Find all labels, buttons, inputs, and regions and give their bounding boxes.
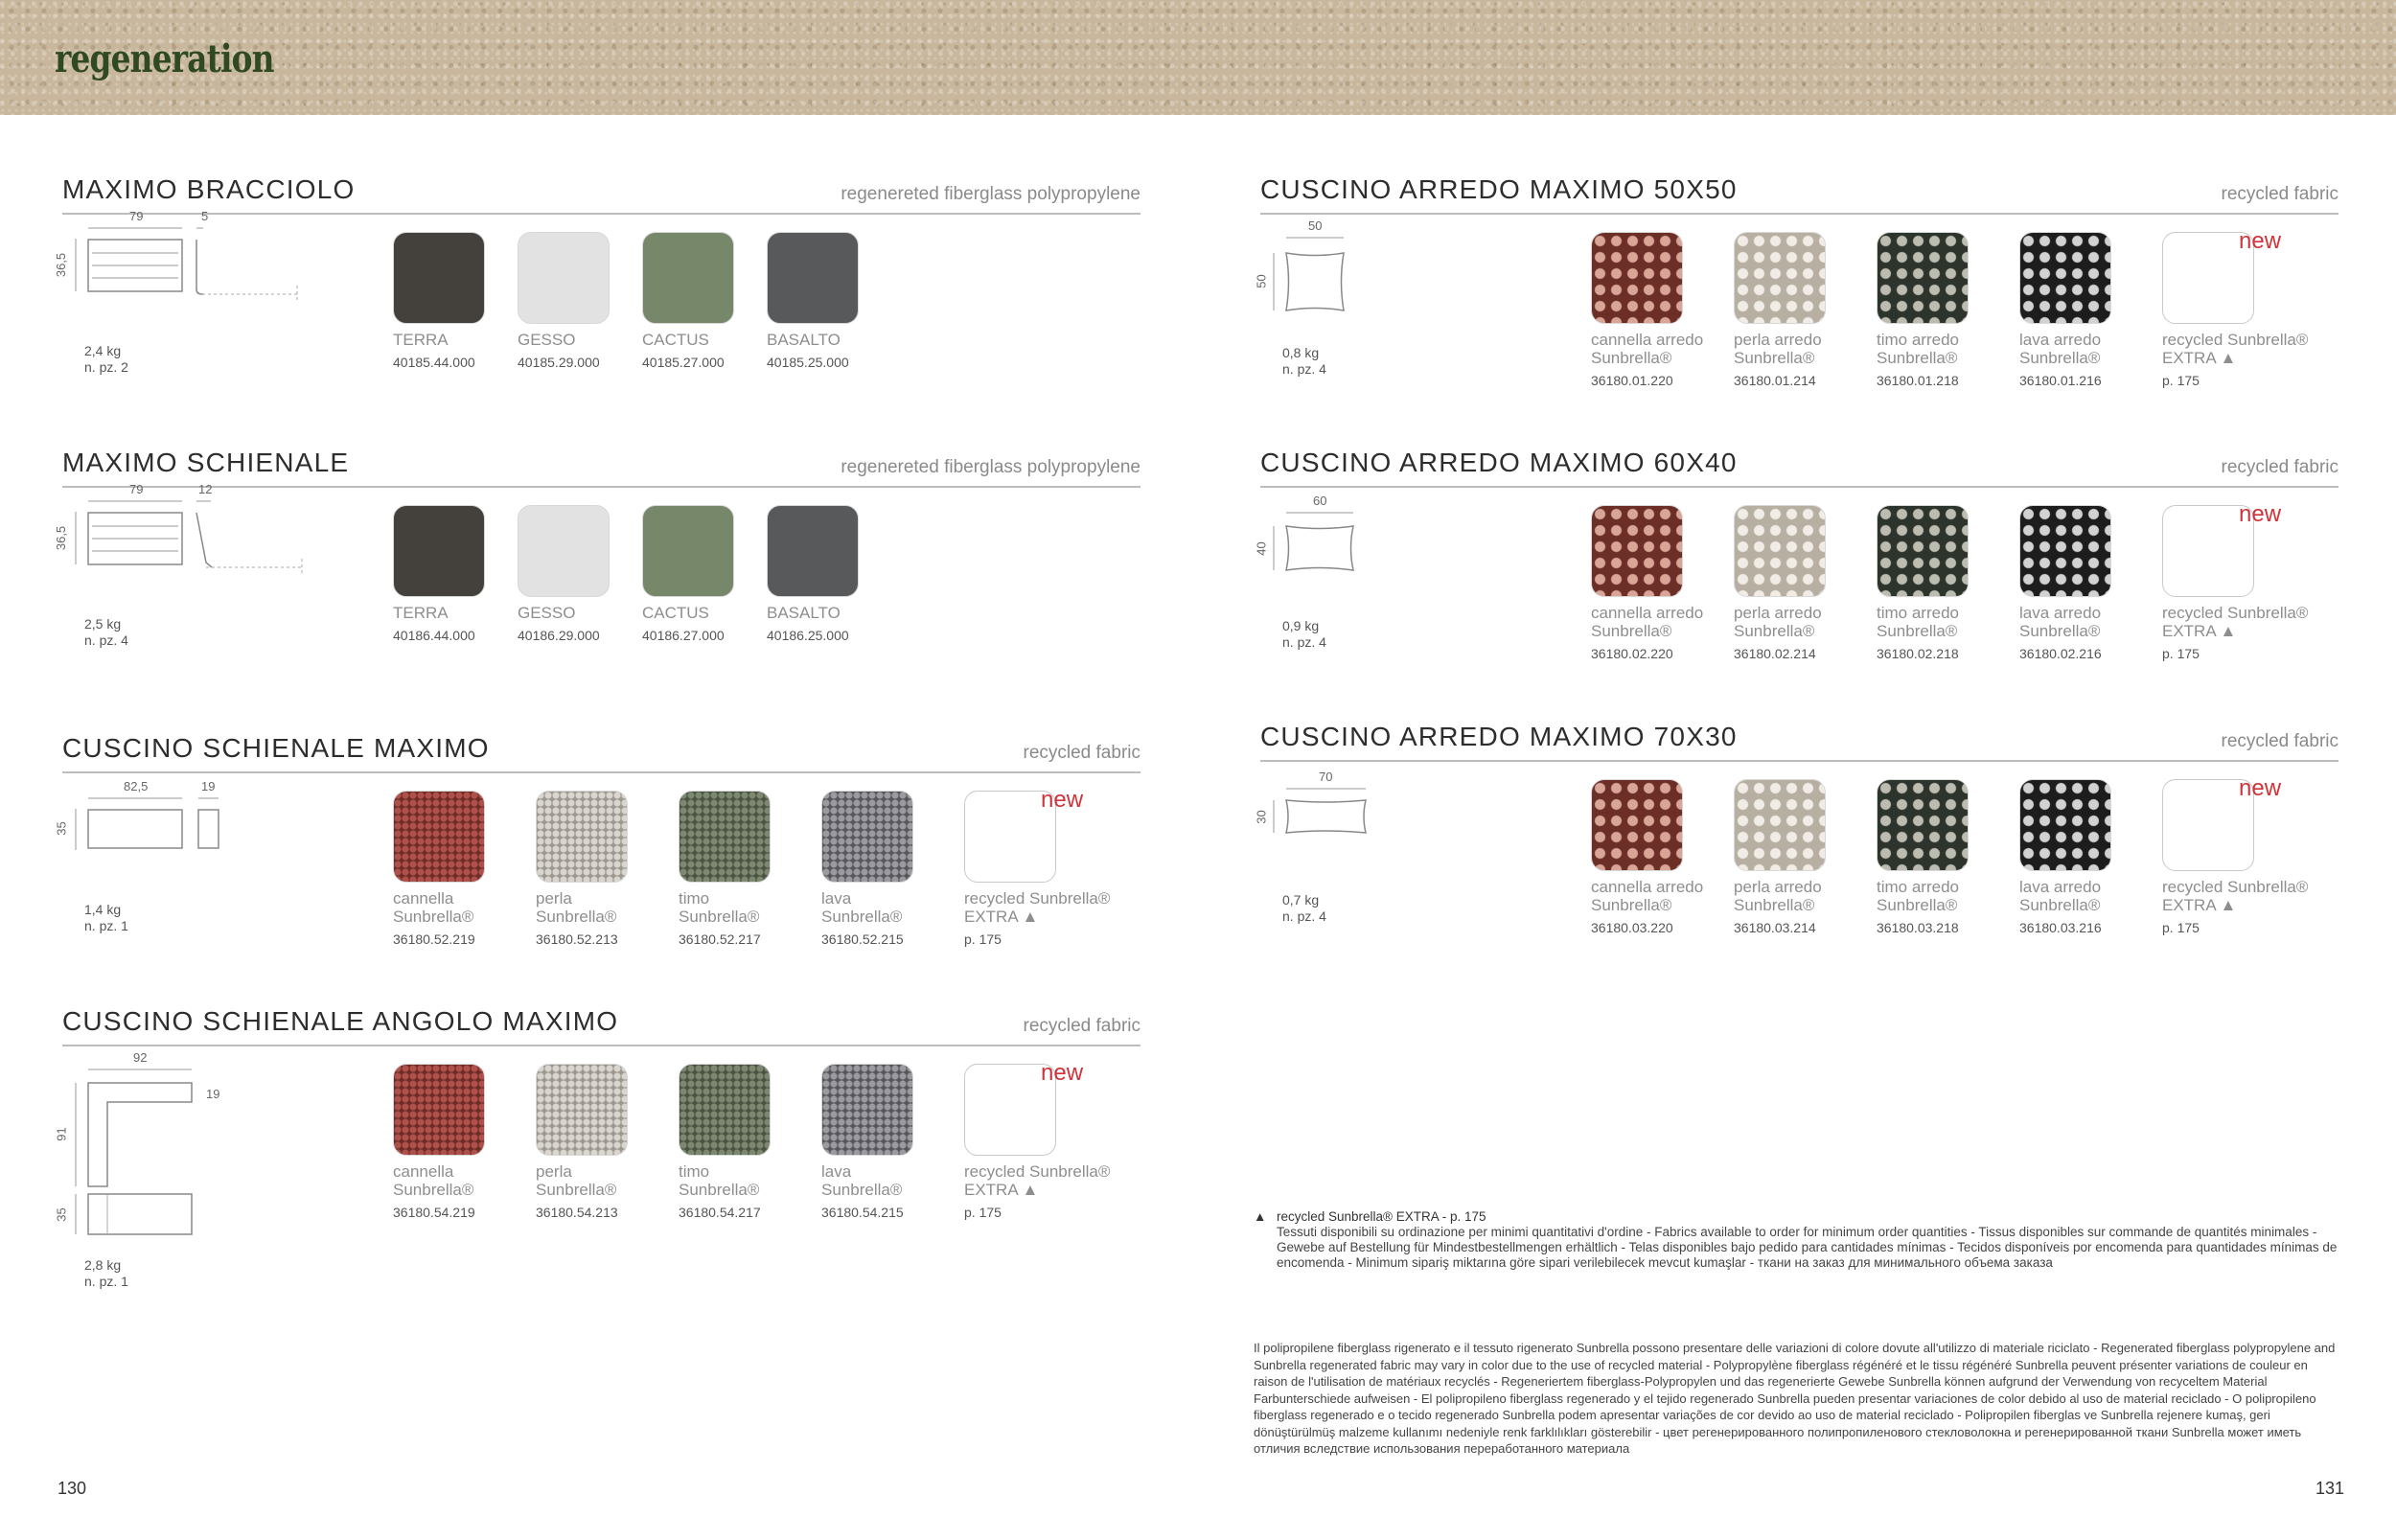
swatch-code: 36180.03.214: [1734, 920, 1816, 935]
swatch[interactable]: [536, 791, 632, 947]
section-title: CUSCINO SCHIENALE ANGOLO MAXIMO: [62, 1006, 619, 1036]
swatch-code: 40185.27.000: [642, 355, 725, 370]
swatch-brand: Sunbrella®: [2019, 896, 2101, 914]
dim-height-2: 35: [54, 1207, 69, 1222]
triangle-icon: ▲: [1254, 1209, 1267, 1224]
pieces: n. pz. 4: [1282, 908, 1326, 924]
swatch-code: 36180.54.213: [536, 1205, 618, 1220]
swatch[interactable]: [1877, 505, 1972, 661]
swatch-code: 36180.01.220: [1591, 373, 1673, 388]
swatch[interactable]: [393, 505, 489, 643]
swatch-name: cannella: [393, 889, 454, 908]
section-subtitle: recycled fabric: [2221, 457, 2338, 477]
swatch-name: lava arredo: [2019, 604, 2102, 622]
swatch-code: 36180.52.213: [536, 931, 618, 947]
swatch[interactable]: [518, 505, 613, 643]
swatch-name: BASALTO: [767, 604, 841, 622]
swatch-brand: EXTRA ▲: [2162, 349, 2237, 367]
swatch-chip[interactable]: [679, 791, 771, 883]
section-maximo-schienale: [54, 448, 1140, 658]
dim-width: 79: [129, 482, 144, 496]
section-title: MAXIMO BRACCIOLO: [62, 174, 356, 204]
swatch-name: BASALTO: [767, 331, 841, 349]
swatch-chip[interactable]: [767, 505, 859, 597]
swatch-code: 36180.02.220: [1591, 646, 1673, 661]
swatch[interactable]: [1591, 505, 1704, 661]
swatch-name: TERRA: [393, 331, 449, 349]
swatch-name: cannella arredo: [1591, 331, 1704, 349]
swatch[interactable]: [1734, 779, 1830, 935]
swatch-brand: Sunbrella®: [1591, 622, 1672, 640]
section-cuscino-arredo-60x40: [1254, 448, 2338, 678]
swatch-brand: Sunbrella®: [393, 908, 474, 926]
brand-logo: regeneration: [55, 36, 274, 81]
section-title: CUSCINO ARREDO MAXIMO 50X50: [1260, 174, 1738, 204]
swatch-brand: EXTRA ▲: [964, 908, 1039, 926]
dimension-drawing: [54, 779, 292, 888]
dimension-drawing: [54, 482, 292, 601]
dim-height: 36,5: [54, 525, 69, 551]
swatch-chip[interactable]: [1734, 779, 1826, 871]
swatch-code: 40186.27.000: [642, 628, 725, 643]
weight: 2,8 kg: [84, 1257, 122, 1273]
swatch[interactable]: [393, 1064, 489, 1220]
swatch-chip[interactable]: [642, 232, 734, 324]
swatch-code: 36180.54.215: [821, 1205, 904, 1220]
swatch-brand: Sunbrella®: [1734, 896, 1815, 914]
swatch-code: 36180.03.220: [1591, 920, 1673, 935]
section-cuscino-schienale-angolo-maximo: [54, 1006, 1140, 1294]
swatch-code: p. 175: [2162, 920, 2200, 935]
page-number-left: 130: [58, 1479, 87, 1498]
swatch-brand: Sunbrella®: [1877, 896, 1958, 914]
weight: 1,4 kg: [84, 902, 122, 917]
swatch[interactable]: [821, 1064, 917, 1220]
swatch-chip[interactable]: [518, 505, 610, 597]
section-subtitle: recycled fabric: [1023, 1016, 1140, 1036]
dim-height: 35: [54, 821, 69, 836]
dim-width: 70: [1319, 770, 1333, 784]
new-badge: new: [2239, 501, 2282, 527]
swatch-code: 36180.52.217: [679, 931, 761, 947]
dim-width: 60: [1313, 494, 1327, 508]
swatch-name: cannella: [393, 1162, 454, 1181]
swatch-chip[interactable]: [821, 791, 913, 883]
swatch-code: 40186.29.000: [518, 628, 600, 643]
swatch-code: p. 175: [964, 931, 1002, 947]
swatch-code: p. 175: [964, 1205, 1002, 1220]
weight-info: [84, 902, 128, 934]
swatch[interactable]: [1877, 232, 1972, 388]
weight: 2,5 kg: [84, 616, 122, 632]
swatch-brand: Sunbrella®: [1734, 622, 1815, 640]
swatch-brand: EXTRA ▲: [2162, 622, 2237, 640]
dimension-drawing: [1254, 494, 1385, 603]
swatch-name: recycled Sunbrella®: [964, 1162, 1111, 1181]
weight: 0,7 kg: [1282, 892, 1320, 908]
dim-width: 50: [1308, 218, 1323, 233]
swatch[interactable]: [1591, 779, 1704, 935]
section-cuscino-arredo-50x50: [1254, 174, 2338, 404]
section-title: CUSCINO ARREDO MAXIMO 70X30: [1260, 722, 1738, 751]
swatch-chip[interactable]: [767, 232, 859, 324]
swatch-name: lava arredo: [2019, 331, 2102, 349]
weight-info: [84, 343, 128, 376]
swatch-code: 40185.25.000: [767, 355, 849, 370]
swatch-name: timo arredo: [1877, 331, 1959, 349]
swatch-name: CACTUS: [642, 331, 709, 349]
swatch-chip[interactable]: [393, 791, 485, 883]
section-subtitle: regenereted fiberglass polypropylene: [841, 184, 1140, 204]
new-badge: new: [1041, 1060, 1084, 1086]
swatch-chip[interactable]: [536, 791, 628, 883]
dim-width: 92: [133, 1050, 148, 1065]
weight-info: [84, 616, 128, 649]
dim-depth: 19: [201, 779, 216, 793]
dim-depth: 19: [206, 1087, 220, 1101]
swatch-code: 36180.54.219: [393, 1205, 475, 1220]
swatch[interactable]: [2162, 501, 2309, 661]
dim-height: 30: [1254, 810, 1269, 824]
weight-info: [1282, 892, 1326, 925]
section-cuscino-arredo-70x30: [1254, 722, 2338, 952]
swatch[interactable]: [964, 787, 1111, 947]
swatch-chip[interactable]: [536, 1064, 628, 1156]
weight: 0,9 kg: [1282, 618, 1320, 633]
swatch-chip[interactable]: [1591, 232, 1683, 324]
swatch-name: CACTUS: [642, 604, 709, 622]
section-subtitle: recycled fabric: [1023, 743, 1140, 763]
swatch-chip[interactable]: [393, 505, 485, 597]
swatch-code: 36180.03.218: [1877, 920, 1959, 935]
swatch-code: 36180.01.216: [2019, 373, 2102, 388]
title-rule: [62, 213, 1140, 215]
swatch-code: 36180.54.217: [679, 1205, 761, 1220]
weight-info: [1282, 618, 1326, 651]
swatch-name: timo arredo: [1877, 878, 1959, 896]
swatch-chip[interactable]: [1877, 779, 1969, 871]
page-number-right: 131: [2315, 1479, 2345, 1498]
swatch[interactable]: [2162, 775, 2309, 935]
dim-depth: 12: [198, 482, 213, 496]
swatch-code: 36180.01.218: [1877, 373, 1959, 388]
swatch-brand: Sunbrella®: [536, 1181, 617, 1199]
swatch-name: GESSO: [518, 331, 576, 349]
header-banner: [0, 0, 2396, 115]
swatch-code: 36180.01.214: [1734, 373, 1816, 388]
swatch[interactable]: [1591, 232, 1704, 388]
swatch[interactable]: [1734, 505, 1830, 661]
weight: 0,8 kg: [1282, 345, 1320, 360]
swatch-name: perla arredo: [1734, 331, 1822, 349]
swatch-name: timo: [679, 889, 710, 908]
swatch-name: recycled Sunbrella®: [2162, 331, 2309, 349]
section-maximo-bracciolo: [54, 174, 1140, 385]
pieces: n. pz. 1: [84, 918, 128, 933]
swatch-code: 40185.29.000: [518, 355, 600, 370]
new-badge: new: [1041, 787, 1084, 813]
dim-width: 82,5: [124, 779, 149, 793]
section-title: MAXIMO SCHIENALE: [62, 448, 350, 477]
swatch-chip[interactable]: [1734, 505, 1826, 597]
swatch-code: 36180.52.219: [393, 931, 475, 947]
title-rule: [62, 486, 1140, 488]
footnote-body: Tessuti disponibili su ordinazione per minimi quantitativi d'ordine - Fabrics available to order for minimum order quantities - Tissus disponibles sur commande de quantités minimales - Gewebe auf Bestellung für Mindestbestellmengen erhältlich - Telas disponibles bajo pedido para cantidades mínimas - Tecidos disponíveis por encomenda para quantidades mínimas de encomenda - Minimum sipariş miktarına göre sipari verilebilecek mevcut kumaşlar - ткани на заказ для минимального объема заказа: [1277, 1225, 2338, 1270]
footnote-ref: - p. 175: [1439, 1209, 1486, 1224]
swatch-brand: EXTRA ▲: [964, 1181, 1039, 1199]
swatch-chip[interactable]: [642, 505, 734, 597]
dim-width: 79: [129, 209, 144, 223]
swatch-brand: Sunbrella®: [393, 1181, 474, 1199]
swatch[interactable]: [518, 232, 613, 370]
pieces: n. pz. 4: [84, 632, 128, 648]
swatch-name: perla: [536, 1162, 572, 1181]
swatch-brand: Sunbrella®: [1734, 349, 1815, 367]
dimension-drawing: [1254, 770, 1385, 879]
dimension-drawing: [1254, 218, 1375, 328]
swatch-name: perla arredo: [1734, 878, 1822, 896]
section-subtitle: regenereted fiberglass polypropylene: [841, 457, 1140, 477]
swatch-chip[interactable]: [393, 1064, 485, 1156]
title-rule: [1260, 760, 2338, 762]
swatch-chip[interactable]: [1591, 779, 1683, 871]
title-rule: [1260, 486, 2338, 488]
section-title: CUSCINO ARREDO MAXIMO 60X40: [1260, 448, 1738, 477]
swatch-brand: Sunbrella®: [2019, 349, 2101, 367]
swatch-code: 36180.02.218: [1877, 646, 1959, 661]
swatch-code: 40186.25.000: [767, 628, 849, 643]
section-subtitle: recycled fabric: [2221, 184, 2338, 204]
title-rule: [62, 771, 1140, 773]
dim-height: 40: [1254, 541, 1269, 556]
swatch-name: GESSO: [518, 604, 576, 622]
swatch-name: cannella arredo: [1591, 604, 1704, 622]
swatch[interactable]: [767, 232, 863, 370]
swatch-chip[interactable]: [2019, 232, 2111, 324]
footnote-extra: [1254, 1209, 2346, 1271]
swatch-chip[interactable]: [1877, 505, 1969, 597]
swatch-chip[interactable]: [1591, 505, 1683, 597]
swatch-name: timo arredo: [1877, 604, 1959, 622]
title-rule: [62, 1045, 1140, 1046]
new-badge: new: [2239, 775, 2282, 801]
swatch[interactable]: [2162, 228, 2309, 388]
swatch[interactable]: [1734, 232, 1830, 388]
section-cuscino-schienale-maximo: [54, 733, 1140, 963]
swatch[interactable]: [393, 232, 489, 370]
swatch-code: p. 175: [2162, 373, 2200, 388]
swatch-code: 40186.44.000: [393, 628, 475, 643]
swatch-brand: Sunbrella®: [679, 1181, 760, 1199]
section-subtitle: recycled fabric: [2221, 731, 2338, 751]
pieces: n. pz. 1: [84, 1274, 128, 1289]
swatch-brand: Sunbrella®: [1591, 349, 1672, 367]
weight-info: [1282, 345, 1326, 378]
weight-info: [84, 1257, 128, 1290]
swatch[interactable]: [536, 1064, 632, 1220]
pieces: n. pz. 4: [1282, 634, 1326, 650]
swatch-name: timo: [679, 1162, 710, 1181]
dim-height: 36,5: [54, 252, 69, 278]
swatch-code: 36180.03.216: [2019, 920, 2102, 935]
swatch-name: lava: [821, 889, 852, 908]
swatch-brand: Sunbrella®: [1591, 896, 1672, 914]
swatch-brand: Sunbrella®: [2019, 622, 2101, 640]
section-title: CUSCINO SCHIENALE MAXIMO: [62, 733, 490, 763]
swatch-brand: Sunbrella®: [536, 908, 617, 926]
swatch-name: recycled Sunbrella®: [2162, 878, 2309, 896]
pieces: n. pz. 4: [1282, 361, 1326, 377]
swatch[interactable]: [964, 1060, 1111, 1220]
weight: 2,4 kg: [84, 343, 122, 358]
dimension-drawing: [54, 209, 292, 328]
swatch-name: lava arredo: [2019, 878, 2102, 896]
swatch-name: TERRA: [393, 604, 449, 622]
swatch-brand: Sunbrella®: [821, 908, 903, 926]
swatch-chip[interactable]: [679, 1064, 771, 1156]
swatch-brand: EXTRA ▲: [2162, 896, 2237, 914]
swatch-name: perla: [536, 889, 572, 908]
swatch-brand: Sunbrella®: [1877, 349, 1958, 367]
swatch[interactable]: [821, 791, 917, 947]
swatch[interactable]: [642, 232, 738, 370]
swatch-brand: Sunbrella®: [821, 1181, 903, 1199]
swatch[interactable]: [2019, 232, 2115, 388]
title-rule: [1260, 213, 2338, 215]
swatch[interactable]: [393, 791, 489, 947]
swatch-chip[interactable]: [821, 1064, 913, 1156]
dim-height: 91: [54, 1127, 69, 1141]
swatch-name: recycled Sunbrella®: [964, 889, 1111, 908]
dim-height: 50: [1254, 274, 1269, 288]
swatch-chip[interactable]: [2019, 505, 2111, 597]
swatch-code: 40185.44.000: [393, 355, 475, 370]
swatch-name: perla arredo: [1734, 604, 1822, 622]
swatch[interactable]: [2019, 505, 2115, 661]
swatch[interactable]: [679, 791, 774, 947]
swatch-brand: Sunbrella®: [1877, 622, 1958, 640]
swatch[interactable]: [767, 505, 863, 643]
new-badge: new: [2239, 228, 2282, 254]
swatch-chip[interactable]: [518, 232, 610, 324]
swatch-chip[interactable]: [393, 232, 485, 324]
swatch-code: 36180.02.214: [1734, 646, 1816, 661]
swatch-chip[interactable]: [2019, 779, 2111, 871]
swatch[interactable]: [2019, 779, 2115, 935]
swatch-code: p. 175: [2162, 646, 2200, 661]
swatch-code: 36180.02.216: [2019, 646, 2102, 661]
swatch-chip[interactable]: [1877, 232, 1969, 324]
footnote-head: recycled Sunbrella® EXTRA: [1277, 1209, 1440, 1224]
pieces: n. pz. 2: [84, 359, 128, 375]
disclaimer: Il polipropilene fiberglass rigenerato e il tessuto rigenerato Sunbrella possono presentare delle variazioni di colore dovute all'utilizzo di materiale riciclato - Regenerated fiberglass polypropylene and Sunbrella regenerated fabric may vary in color due to the use of recycled material - Polypropylène fiberglass régénéré et le tissu régénéré Sunbrella peuvent présenter variations de couleur en raison de l'utilisation de matériaux recyclés - Regeneriertem fiberglass-Polypropylen und das regenerierte Gewebe Sunbrella können aufgrund der Verwendung von recyceltem Material Farbunterschiede aufweisen - El polipropileno fiberglass regenerado y el tejido regenerado Sunbrella pueden presentar variaciones de color debido al uso de material reciclado - O polipropileno fiberglass regenerado e o tecido regenerado Sunbrella podem apresentar variações de cor devido ao uso de material reciclado - Polipropilen fiberglas ve Sunbrella rejenere kumaş, geri dönüştürülmüş malzeme kullanımı nedeniyle renk farklılıkları gösterebilir - цвет регенерированного полипропиленового стекловолокна и регенерированной ткани Sunbrella может иметь отличия вследствие использования переработанного материала: [1254, 1341, 2336, 1456]
swatch[interactable]: [1877, 779, 1972, 935]
swatch-name: lava: [821, 1162, 852, 1181]
swatch-code: 36180.52.215: [821, 931, 904, 947]
swatch[interactable]: [679, 1064, 774, 1220]
swatch[interactable]: [642, 505, 738, 643]
dim-depth: 5: [201, 209, 209, 223]
swatch-chip[interactable]: [1734, 232, 1826, 324]
swatch-brand: Sunbrella®: [679, 908, 760, 926]
swatch-name: recycled Sunbrella®: [2162, 604, 2309, 622]
swatch-name: cannella arredo: [1591, 878, 1704, 896]
